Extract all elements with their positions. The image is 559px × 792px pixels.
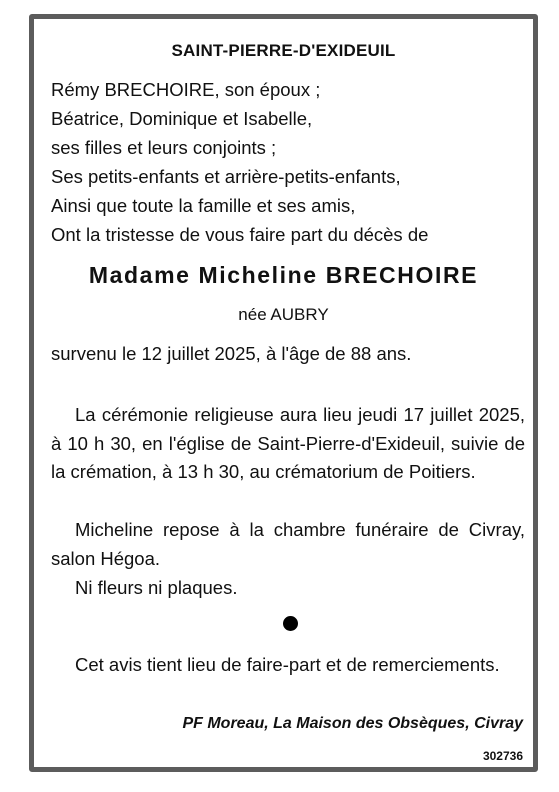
location-heading: SAINT-PIERRE-D'EXIDEUIL <box>171 41 396 60</box>
funeral-home-signature: PF Moreau, La Maison des Obsèques, Civray <box>182 715 523 732</box>
family-line: Béatrice, Dominique et Isabelle, <box>51 108 313 129</box>
flowers-paragraph: Ni fleurs ni plaques. <box>75 577 238 598</box>
notice-paragraph: Cet avis tient lieu de faire-part et de remerciements. <box>75 654 500 675</box>
ceremony-paragraph: La cérémonie religieuse aura lieu jeudi 17 juillet 2025, à 10 h 30, en l'église de Saint-Pierre-d'Exideuil, suivie de la crémation, à 13 h 30, au crématorium de Poitiers. <box>51 404 525 482</box>
family-line: Ses petits-enfants et arrière-petits-enfants, <box>51 166 401 187</box>
family-line: ses filles et leurs conjoints ; <box>51 137 277 158</box>
family-line: Rémy BRECHOIRE, son époux ; <box>51 79 321 100</box>
bullet-separator-icon <box>283 616 298 631</box>
reference-number: 302736 <box>482 749 523 763</box>
deceased-name: Madame Micheline BRECHOIRE <box>88 262 479 288</box>
obituary-notice-frame <box>29 14 538 772</box>
maiden-name: née AUBRY <box>238 305 329 324</box>
family-line: Ainsi que toute la famille et ses amis, <box>51 195 356 216</box>
family-list <box>51 75 531 249</box>
death-info: survenu le 12 juillet 2025, à l'âge de 88 ans. <box>51 343 412 364</box>
repose-paragraph: Micheline repose à la chambre funéraire de Civray, salon Hégoa. <box>51 519 525 569</box>
family-line: Ont la tristesse de vous faire part du décès de <box>51 224 429 245</box>
